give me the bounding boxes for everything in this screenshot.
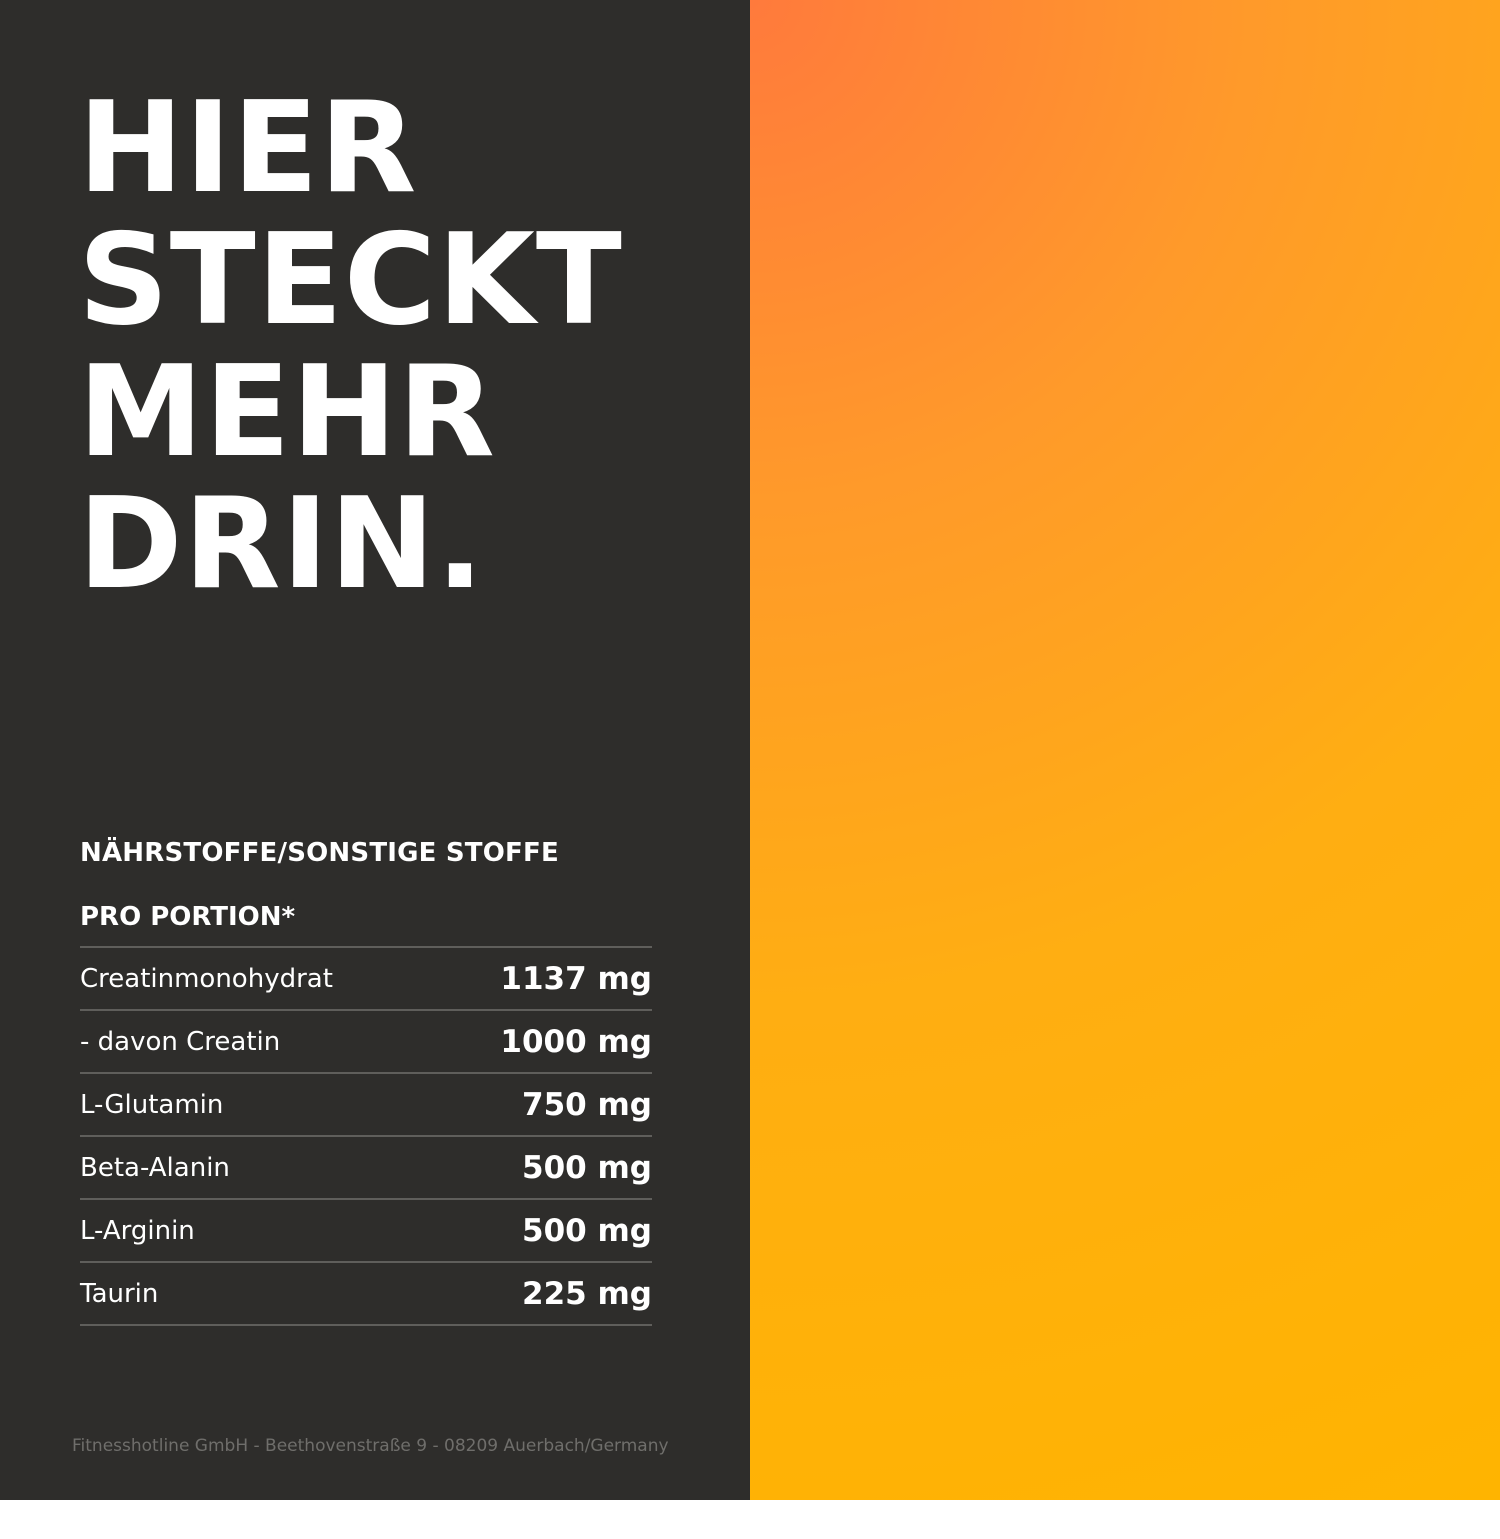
supplement-facts	[80, 838, 652, 1326]
table-row	[80, 1136, 652, 1199]
nutrient-amount: 225 mg	[522, 1275, 652, 1312]
right-panel	[750, 0, 1500, 1500]
nutrient-amount: 750 mg	[522, 1086, 652, 1123]
table-row	[80, 947, 652, 1010]
table-row	[80, 1073, 652, 1136]
table-row	[80, 1199, 652, 1262]
supplement-table	[80, 946, 652, 1326]
nutrient-amount: 1137 mg	[500, 960, 652, 997]
headline	[78, 74, 623, 617]
section-title: NÄHRSTOFFE/SONSTIGE STOFFE	[80, 838, 559, 868]
nutrient-name: Creatinmonohydrat	[80, 963, 333, 994]
headline-line: HIER	[78, 74, 418, 221]
nutrient-amount: 500 mg	[522, 1212, 652, 1249]
company-address: Fitnesshotline GmbH - Beethovenstraße 9 - 08209 Auerbach/Germany	[72, 1436, 669, 1456]
nutrient-amount: 1000 mg	[500, 1023, 652, 1060]
nutrient-name: L-Glutamin	[80, 1089, 224, 1120]
nutrient-name: Taurin	[80, 1278, 159, 1309]
headline-line: MEHR	[78, 338, 496, 485]
table-row	[80, 1262, 652, 1325]
nutrient-amount: 500 mg	[522, 1149, 652, 1186]
table-row	[80, 1010, 652, 1073]
headline-line: DRIN.	[78, 470, 485, 617]
nutrient-name: - davon Creatin	[80, 1026, 281, 1057]
headline-line: STECKT	[78, 206, 623, 353]
left-panel	[0, 0, 750, 1500]
nutrient-name: Beta-Alanin	[80, 1152, 230, 1183]
nutrient-name: L-Arginin	[80, 1215, 195, 1246]
per-portion-title: PRO PORTION*	[80, 902, 296, 932]
